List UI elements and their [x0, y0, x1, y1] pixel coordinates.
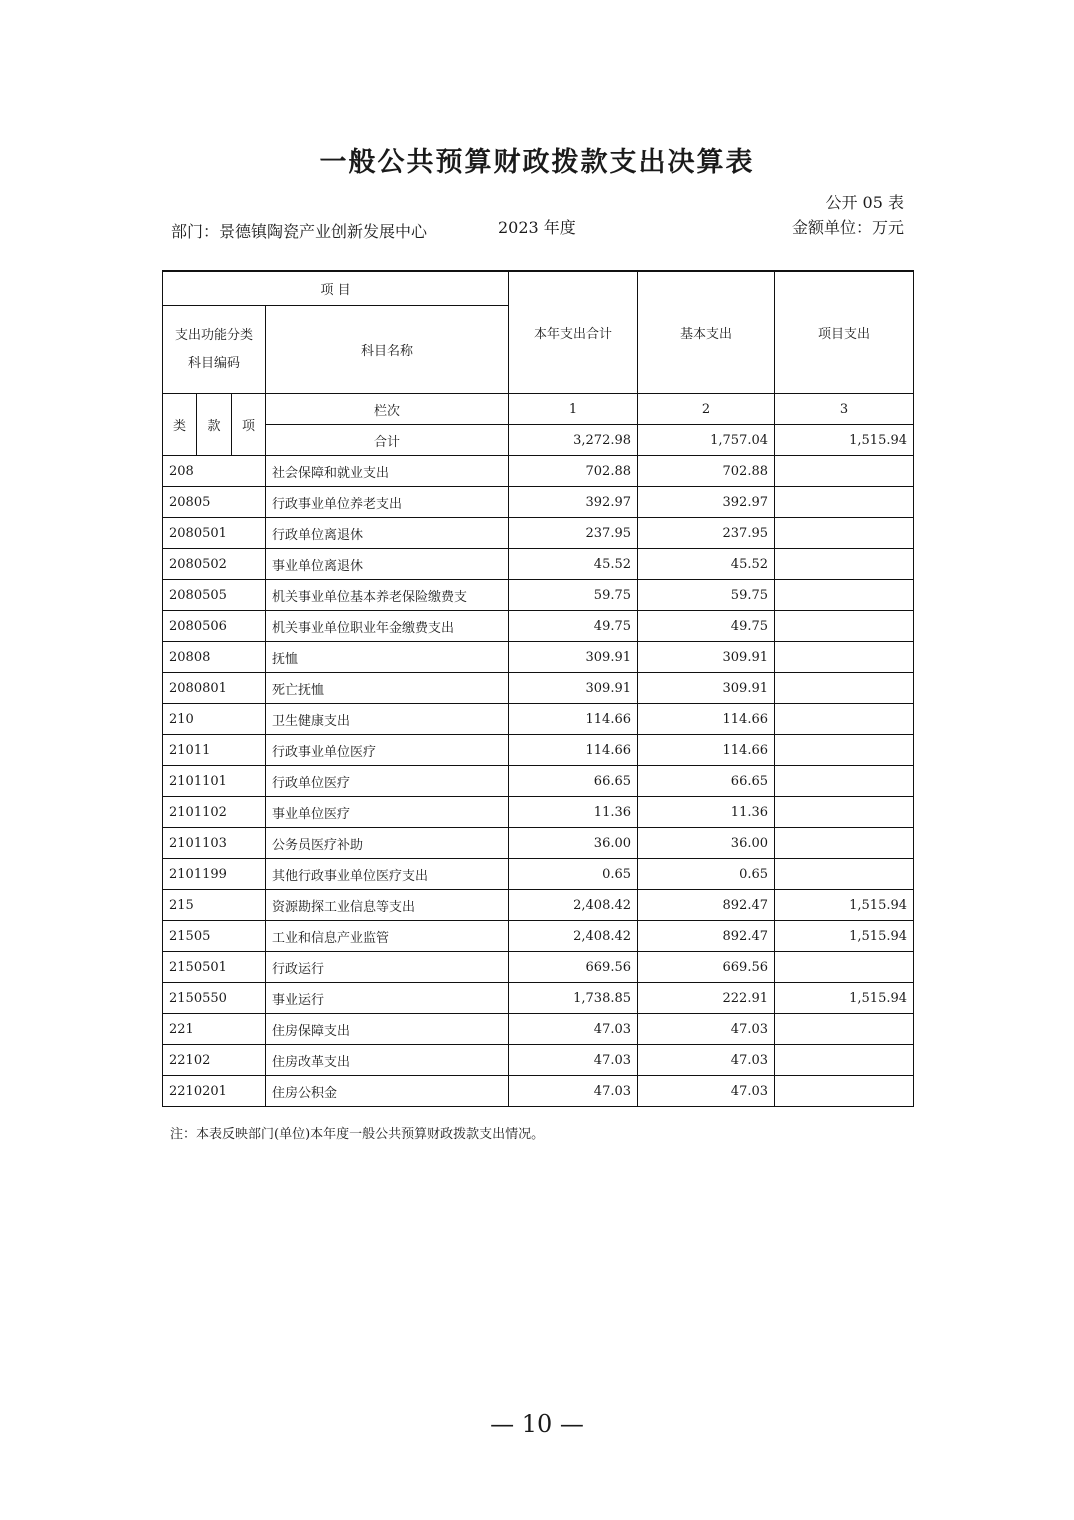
table-row [163, 890, 914, 921]
row-subject-name: 事业单位医疗 [266, 797, 509, 828]
row-code: 21011 [163, 735, 266, 766]
row-subject-name: 卫生健康支出 [266, 704, 509, 735]
table-row [163, 673, 914, 704]
row-code: 20808 [163, 642, 266, 673]
header-col3: 3 [775, 394, 914, 425]
row-code: 2150501 [163, 952, 266, 983]
row-total: 47.03 [509, 1014, 638, 1045]
row-project [775, 611, 914, 642]
row-basic: 892.47 [638, 921, 775, 952]
header-func-code [163, 306, 266, 394]
row-code: 2080501 [163, 518, 266, 549]
row-total: 392.97 [509, 487, 638, 518]
table-row [163, 735, 914, 766]
table-row [163, 704, 914, 735]
header-lanci: 栏次 [266, 394, 509, 425]
row-total: 11.36 [509, 797, 638, 828]
row-basic: 47.03 [638, 1045, 775, 1076]
row-project: 1,515.94 [775, 890, 914, 921]
header-item: 项 目 [163, 271, 509, 306]
table-row [163, 518, 914, 549]
row-basic: 669.56 [638, 952, 775, 983]
row-total: 702.88 [509, 456, 638, 487]
row-subject-name: 行政事业单位养老支出 [266, 487, 509, 518]
row-code: 215 [163, 890, 266, 921]
row-basic: 702.88 [638, 456, 775, 487]
row-subject-name: 行政单位离退休 [266, 518, 509, 549]
header-lei: 类 [163, 394, 197, 456]
row-basic: 892.47 [638, 890, 775, 921]
row-total: 309.91 [509, 642, 638, 673]
row-project [775, 859, 914, 890]
table-note: 注：本表反映部门(单位)本年度一般公共预算财政拨款支出情况。 [170, 1127, 545, 1142]
amount-unit: 金额单位：万元 [791, 218, 904, 237]
row-subject-name: 死亡抚恤 [266, 673, 509, 704]
row-code: 20805 [163, 487, 266, 518]
row-total: 1,738.85 [509, 983, 638, 1014]
page-title: 一般公共预算财政拨款支出决算表 [319, 147, 755, 178]
row-subject-name: 机关事业单位基本养老保险缴费支 [266, 580, 509, 611]
sum-basic: 1,757.04 [638, 425, 775, 456]
header-project: 项目支出 [775, 271, 914, 394]
table-row [163, 549, 914, 580]
row-subject-name: 住房公积金 [266, 1076, 509, 1107]
row-project [775, 952, 914, 983]
row-project [775, 797, 914, 828]
department-label: 部门：景德镇陶瓷产业创新发展中心 [171, 222, 428, 241]
row-basic: 114.66 [638, 735, 775, 766]
header-kuan: 款 [197, 394, 232, 456]
header-basic: 基本支出 [638, 271, 775, 394]
row-code: 2101103 [163, 828, 266, 859]
row-basic: 11.36 [638, 797, 775, 828]
row-total: 66.65 [509, 766, 638, 797]
table-row [163, 1014, 914, 1045]
row-total: 47.03 [509, 1076, 638, 1107]
row-code: 210 [163, 704, 266, 735]
row-subject-name: 事业单位离退休 [266, 549, 509, 580]
row-total: 45.52 [509, 549, 638, 580]
table-row [163, 797, 914, 828]
table-row [163, 828, 914, 859]
sum-project: 1,515.94 [775, 425, 914, 456]
row-project [775, 642, 914, 673]
row-basic: 47.03 [638, 1076, 775, 1107]
table-row [163, 642, 914, 673]
row-subject-name: 工业和信息产业监管 [266, 921, 509, 952]
row-code: 2080502 [163, 549, 266, 580]
row-code: 21505 [163, 921, 266, 952]
row-project [775, 1045, 914, 1076]
table-row [163, 456, 914, 487]
row-basic: 309.91 [638, 673, 775, 704]
row-subject-name: 其他行政事业单位医疗支出 [266, 859, 509, 890]
row-subject-name: 资源勘探工业信息等支出 [266, 890, 509, 921]
row-project [775, 828, 914, 859]
row-total: 0.65 [509, 859, 638, 890]
row-basic: 66.65 [638, 766, 775, 797]
row-code: 2101199 [163, 859, 266, 890]
row-basic: 237.95 [638, 518, 775, 549]
row-total: 36.00 [509, 828, 638, 859]
row-subject-name: 行政事业单位医疗 [266, 735, 509, 766]
row-basic: 222.91 [638, 983, 775, 1014]
row-project [775, 456, 914, 487]
row-project [775, 735, 914, 766]
row-subject-name: 抚恤 [266, 642, 509, 673]
budget-table [162, 270, 914, 1107]
sum-total: 3,272.98 [509, 425, 638, 456]
row-basic: 47.03 [638, 1014, 775, 1045]
row-basic: 59.75 [638, 580, 775, 611]
row-project: 1,515.94 [775, 983, 914, 1014]
row-total: 114.66 [509, 735, 638, 766]
row-project [775, 518, 914, 549]
row-code: 2150550 [163, 983, 266, 1014]
row-subject-name: 住房保障支出 [266, 1014, 509, 1045]
header-xiang: 项 [232, 394, 266, 456]
table-row [163, 611, 914, 642]
row-project: 1,515.94 [775, 921, 914, 952]
row-project [775, 766, 914, 797]
row-project [775, 1076, 914, 1107]
row-basic: 392.97 [638, 487, 775, 518]
row-subject-name: 行政运行 [266, 952, 509, 983]
header-func-code-line2: 科目编码 [187, 355, 240, 371]
row-basic: 45.52 [638, 549, 775, 580]
table-row [163, 487, 914, 518]
form-number: 公开 05 表 [825, 193, 904, 212]
row-code: 208 [163, 456, 266, 487]
row-total: 47.03 [509, 1045, 638, 1076]
row-subject-name: 机关事业单位职业年金缴费支出 [266, 611, 509, 642]
row-code: 2080801 [163, 673, 266, 704]
row-project [775, 704, 914, 735]
row-project [775, 549, 914, 580]
header-subject-name: 科目名称 [266, 306, 509, 394]
row-total: 669.56 [509, 952, 638, 983]
row-total: 49.75 [509, 611, 638, 642]
row-basic: 309.91 [638, 642, 775, 673]
row-total: 59.75 [509, 580, 638, 611]
row-code: 2080505 [163, 580, 266, 611]
table-row [163, 766, 914, 797]
row-basic: 36.00 [638, 828, 775, 859]
table-row [163, 859, 914, 890]
row-total: 2,408.42 [509, 921, 638, 952]
row-project [775, 487, 914, 518]
row-code: 22102 [163, 1045, 266, 1076]
row-project [775, 580, 914, 611]
header-col1: 1 [509, 394, 638, 425]
row-code: 2101102 [163, 797, 266, 828]
row-code: 2210201 [163, 1076, 266, 1107]
fiscal-year: 2023 年度 [498, 218, 576, 237]
table-row [163, 580, 914, 611]
row-subject-name: 事业运行 [266, 983, 509, 1014]
row-total: 237.95 [509, 518, 638, 549]
row-basic: 49.75 [638, 611, 775, 642]
row-code: 2101101 [163, 766, 266, 797]
row-total: 2,408.42 [509, 890, 638, 921]
row-total: 114.66 [509, 704, 638, 735]
table-row [163, 952, 914, 983]
page-number: — 10 — [490, 1410, 584, 1438]
table-row [163, 921, 914, 952]
row-basic: 0.65 [638, 859, 775, 890]
header-col2: 2 [638, 394, 775, 425]
row-subject-name: 社会保障和就业支出 [266, 456, 509, 487]
header-func-code-line1: 支出功能分类 [174, 327, 253, 343]
row-code: 221 [163, 1014, 266, 1045]
row-basic: 114.66 [638, 704, 775, 735]
row-total: 309.91 [509, 673, 638, 704]
table-row [163, 983, 914, 1014]
row-subject-name: 公务员医疗补助 [266, 828, 509, 859]
table-row [163, 1076, 914, 1107]
sum-label: 合计 [266, 425, 509, 456]
row-code: 2080506 [163, 611, 266, 642]
row-subject-name: 行政单位医疗 [266, 766, 509, 797]
row-project [775, 673, 914, 704]
header-total: 本年支出合计 [509, 271, 638, 394]
table-row [163, 1045, 914, 1076]
row-project [775, 1014, 914, 1045]
row-subject-name: 住房改革支出 [266, 1045, 509, 1076]
